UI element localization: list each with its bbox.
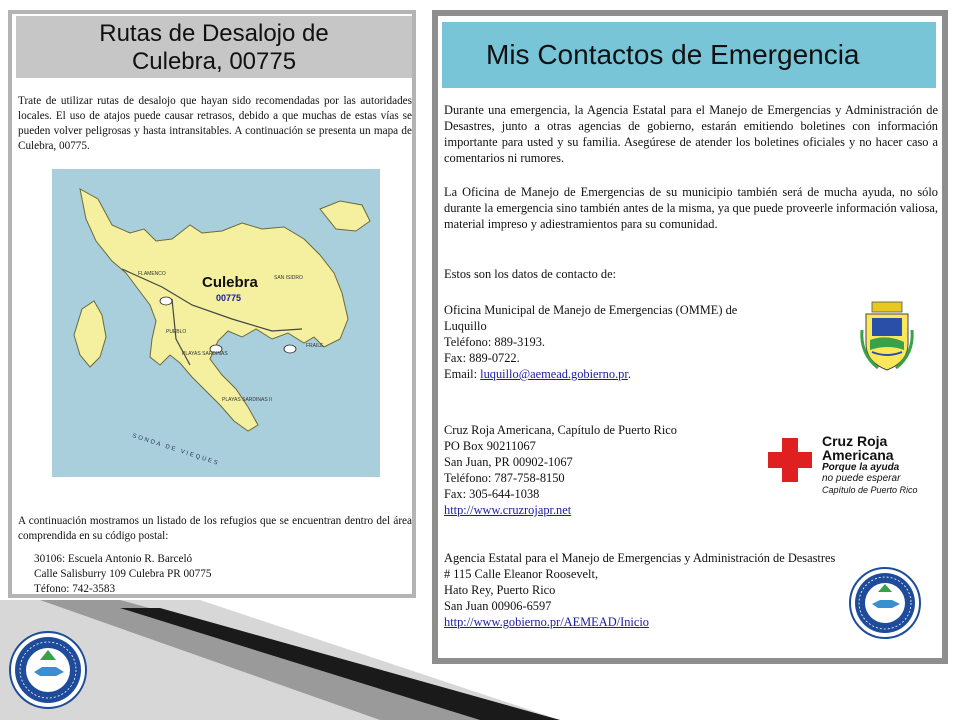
shelters-intro-paragraph: A continuación mostramos un listado de los refugios que se encuentran dentro del área comprendida en su código postal: <box>18 515 412 542</box>
map-zip: 00775 <box>216 293 242 303</box>
red-cross-website-link[interactable]: http://www.cruzrojapr.net <box>444 503 572 517</box>
map-island-name: Culebra <box>202 274 258 291</box>
red-cross-icon <box>766 436 814 484</box>
paragraph-contact-intro: Estos son los datos de contacto de: <box>444 267 617 281</box>
title-line-2: Culebra, 00775 <box>131 48 297 75</box>
red-cross-name: Cruz Roja Americana, Capítulo de Puerto Rico <box>444 423 677 437</box>
paragraph-agency: Durante una emergencia, la Agencia Estatal para el Manejo de Emergencias y Administración de Desastres, junto a otras agencias de gobierno, estarán emitiendo boletines con información importante para usted y su familia. Asegúrese de atender los boletines oficiales y no hacer caso a comentarios ni rumores. <box>444 103 938 165</box>
evacuation-routes-content <box>12 14 412 594</box>
map-place-flamenco: FLAMENCO <box>138 271 166 277</box>
shelter-phone: Téfono: 742-3583 <box>34 583 116 595</box>
map-place-playas-sardinas: PLAYAS SARDINAS <box>182 351 228 357</box>
red-cross-contact <box>444 422 677 518</box>
omme-fax: Fax: 889-0722. <box>444 351 520 365</box>
aemead-address-1: # 115 Calle Eleanor Roosevelt, <box>444 567 599 581</box>
culebra-map <box>52 169 380 477</box>
red-cross-logo-line1: Cruz Roja <box>822 433 888 449</box>
aemead-seal-icon <box>8 630 88 710</box>
red-cross-logo-text <box>822 434 942 496</box>
map-place-playas-sardinas-2: PLAYAS SARDINAS II <box>222 397 272 403</box>
shelter-address: Calle Salisburry 109 Culebra PR 00775 <box>34 568 212 580</box>
emergency-contacts-title: Mis Contactos de Emergencia <box>442 22 936 88</box>
red-cross-po-box: PO Box 90211067 <box>444 439 536 453</box>
intro-paragraph: Trate de utilizar rutas de desalojo que hayan sido recomendadas por las autoridades locales. El uso de atajos puede causar retrasos, debido a que muchas de estas vías se pueden volver peligrosas y hasta intransitables. A continuación se presenta un mapa de Culebra, 00775. <box>18 95 412 152</box>
emergency-contacts-content <box>438 16 942 658</box>
aemead-seal-icon <box>848 566 922 640</box>
aemead-name: Agencia Estatal para el Manejo de Emergencias y Administración de Desastres <box>444 551 836 565</box>
evacuation-routes-title <box>16 16 412 78</box>
map-place-fraile: FRAILE <box>306 343 324 349</box>
title-line-1: Rutas de Desalojo de <box>99 20 329 47</box>
map-place-san-isidro: SAN ISIDRO <box>274 275 303 281</box>
red-cross-phone: Teléfono: 787-758-8150 <box>444 471 565 485</box>
omme-email-link[interactable]: luquillo@aemead.gobierno.pr <box>480 367 628 381</box>
shelter-entry <box>34 552 404 597</box>
map-sea-label: SONDA DE VIEQUES <box>131 433 221 468</box>
omme-name-line1: Oficina Municipal de Manejo de Emergencias (OMME) de <box>444 303 738 317</box>
paragraph-municipal-office: La Oficina de Manejo de Emergencias de su municipio también será de mucha ayuda, no sólo durante la emergencia sino también antes de la misma, ya que puede proveerle información valiosa, material impreso y adiestramientos para su comunidad. <box>444 185 938 231</box>
evacuation-routes-panel <box>8 10 416 598</box>
omme-email-line <box>444 366 737 382</box>
red-cross-logo-line2: Americana <box>822 447 894 463</box>
red-cross-tagline-1: Porque la ayuda <box>822 462 900 473</box>
shelter-name: 30106: Escuela Antonio R. Barceló <box>34 553 193 565</box>
omme-email-label: Email: <box>444 367 481 381</box>
map-place-pueblo: PUEBLO <box>166 329 187 335</box>
red-cross-chapter: Capítulo de Puerto Rico <box>822 485 918 495</box>
red-cross-fax: Fax: 305-644-1038 <box>444 487 540 501</box>
aemead-website-link[interactable]: http://www.gobierno.pr/AEMEAD/Inicio <box>444 615 649 629</box>
omme-email-end: . <box>627 367 631 381</box>
aemead-address-2: Hato Rey, Puerto Rico <box>444 583 556 597</box>
luquillo-seal-icon <box>858 300 916 372</box>
red-cross-tagline-2: no puede esperar <box>822 473 901 484</box>
omme-contact <box>444 302 737 382</box>
omme-name-line2: Luquillo <box>444 319 487 333</box>
emergency-contacts-panel <box>432 10 948 664</box>
red-cross-city: San Juan, PR 00902-1067 <box>444 455 573 469</box>
aemead-address-3: San Juan 00906-6597 <box>444 599 552 613</box>
omme-phone: Teléfono: 889-3193. <box>444 335 545 349</box>
